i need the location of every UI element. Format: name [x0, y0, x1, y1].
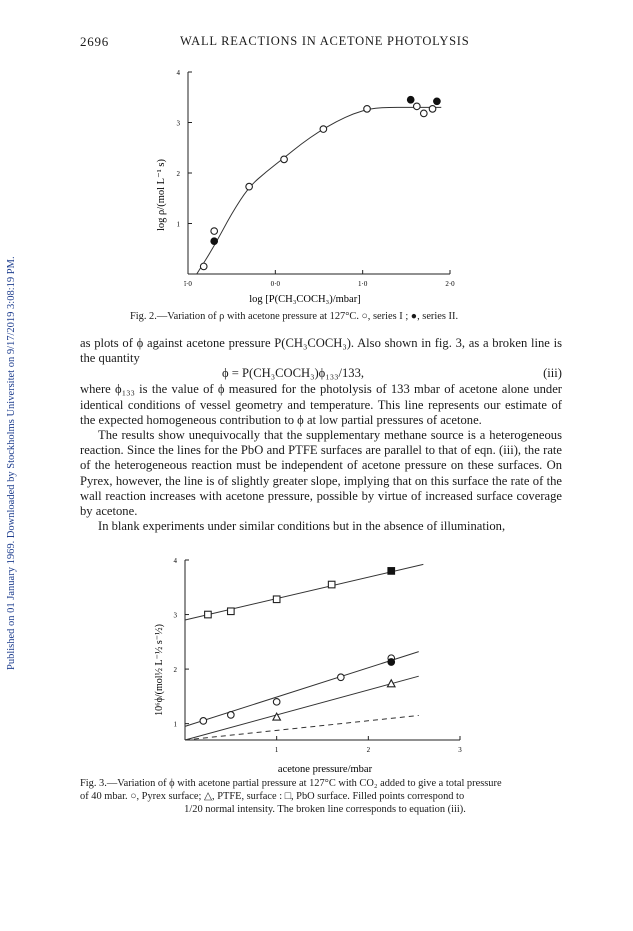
- fig2-data-point: [211, 228, 218, 235]
- download-watermark: Published on 01 January 1969. Downloaded by Stockholms Universitet on 9/17/2019 3:08:19 PM.: [6, 256, 17, 670]
- fig3-y-tick-label: 3: [173, 611, 177, 620]
- fig2-data-point: [200, 263, 207, 270]
- fig3-y-tick-label: 4: [173, 557, 177, 565]
- figure-3-caption-line: Fig. 3.—Variation of ϕ with acetone partial pressure at 127°C with CO₂ added to give a total pressure: [80, 778, 502, 789]
- equation-expression: ϕ = P(CH₃COCH₃)ϕ₁₃₃/133,: [222, 366, 365, 381]
- fig3-data-point: [388, 659, 395, 666]
- fig2-data-point: [407, 96, 414, 103]
- figure-3-caption-line: of 40 mbar. ○, Pyrex surface; △, PTFE, surface : □, PbO surface. Filled points correspond to: [80, 791, 465, 802]
- body-text: [80, 336, 562, 534]
- fig2-y-tick-label: 3: [176, 119, 180, 128]
- equation-iii: [80, 366, 562, 382]
- fig2-y-tick-label: 4: [176, 69, 180, 77]
- fig2-data-point: [281, 156, 288, 163]
- fig2-y-tick-label: 2: [176, 170, 180, 178]
- fig3-fit-line: [185, 676, 419, 740]
- fig3-y-tick-label: 2: [173, 666, 177, 675]
- paragraph-1: as plots of ϕ against acetone pressure P(CH₃COCH₃). Also shown in fig. 3, as a broken line is the quantity: [80, 336, 562, 366]
- fig3-data-point: [273, 699, 280, 706]
- figure-3-caption-line: 1/20 normal intensity. The broken line corresponds to equation (iii).: [184, 804, 466, 815]
- fig3-data-point: [228, 712, 235, 719]
- running-header: [80, 34, 560, 52]
- running-title: WALL REACTIONS IN ACETONE PHOTOLYSIS: [180, 34, 470, 48]
- fig2-x-tick-label: 2·0: [445, 280, 455, 288]
- fig3-data-point: [200, 718, 207, 725]
- paragraph-2: where ϕ₁₃₃ is the value of ϕ measured for the photolysis of 133 mbar of acetone alone under identical conditions of vessel geometry and temperature. This line represents our estimate of the expected homogeneous contribution to ϕ at low partial pressures of acetone.: [80, 382, 562, 427]
- equation-number: (iii): [543, 366, 562, 381]
- figure-3-plot: [140, 552, 490, 777]
- fig2-x-tick-label: 0·0: [270, 280, 281, 288]
- fig3-data-point: [228, 608, 235, 615]
- paragraph-4: In blank experiments under similar conditions but in the absence of illumination,: [98, 519, 506, 534]
- fig3-y-tick-label: 1: [173, 720, 177, 729]
- fig2-data-point: [429, 106, 436, 113]
- fig3-fit-line: [185, 652, 419, 727]
- fig2-x-tick-label: 1·0: [357, 280, 368, 288]
- figure-3-caption: [80, 777, 570, 816]
- fig3-data-point: [388, 568, 395, 575]
- fig3-data-point: [273, 596, 280, 603]
- paragraph-3: The results show unequivocally that the supplementary methane source is a heterogeneous reaction. Since the lines for the PbO and PTFE surfaces are parallel to that of eqn. (iii), the rate of the heterogeneous reaction must be independent of acetone pressure on these surfaces. On Pyrex, however, the line is of slightly greater slope, implying that on this surface the rate of the wall reaction increases with acetone pressure, possible by virtue of increased surface coverage by acetone.: [80, 428, 562, 519]
- fig3-x-axis-label: acetone pressure/mbar: [277, 764, 373, 775]
- page-number: 2696: [80, 34, 109, 49]
- fig3-x-tick-label: 1: [274, 746, 279, 754]
- fig2-data-point: [434, 98, 441, 105]
- fig2-x-axis-label: log [P(CH₃COCH₃)/mbar]: [249, 294, 361, 305]
- fig3-broken-line: [185, 715, 419, 740]
- fig3-x-tick-label: 3: [458, 746, 462, 754]
- fig2-data-point: [211, 238, 218, 245]
- figure-2-caption: Fig. 2.—Variation of ρ with acetone pressure at 127°C. ○, series I ; ●, series II.: [130, 311, 459, 322]
- fig3-y-axis-label: 10⁶ϕ/(mol½ L⁻½ s⁻½): [154, 624, 165, 716]
- fig2-fit-curve: [197, 107, 442, 274]
- fig3-data-point: [338, 674, 345, 681]
- fig2-data-point: [320, 126, 327, 133]
- figure-2-plot: [140, 62, 480, 312]
- fig2-x-tick-label: ī·0: [184, 280, 192, 288]
- fig3-x-tick-label: 2: [366, 746, 371, 754]
- fig3-data-point: [328, 581, 335, 588]
- fig2-data-point: [421, 110, 428, 117]
- fig2-data-point: [414, 103, 421, 110]
- fig2-data-point: [364, 106, 371, 113]
- fig2-y-tick-label: 1: [176, 220, 180, 229]
- fig2-y-axis-label: log ρ/(mol L⁻¹ s): [156, 159, 167, 231]
- fig2-data-point: [246, 183, 253, 190]
- fig3-data-point: [205, 611, 212, 618]
